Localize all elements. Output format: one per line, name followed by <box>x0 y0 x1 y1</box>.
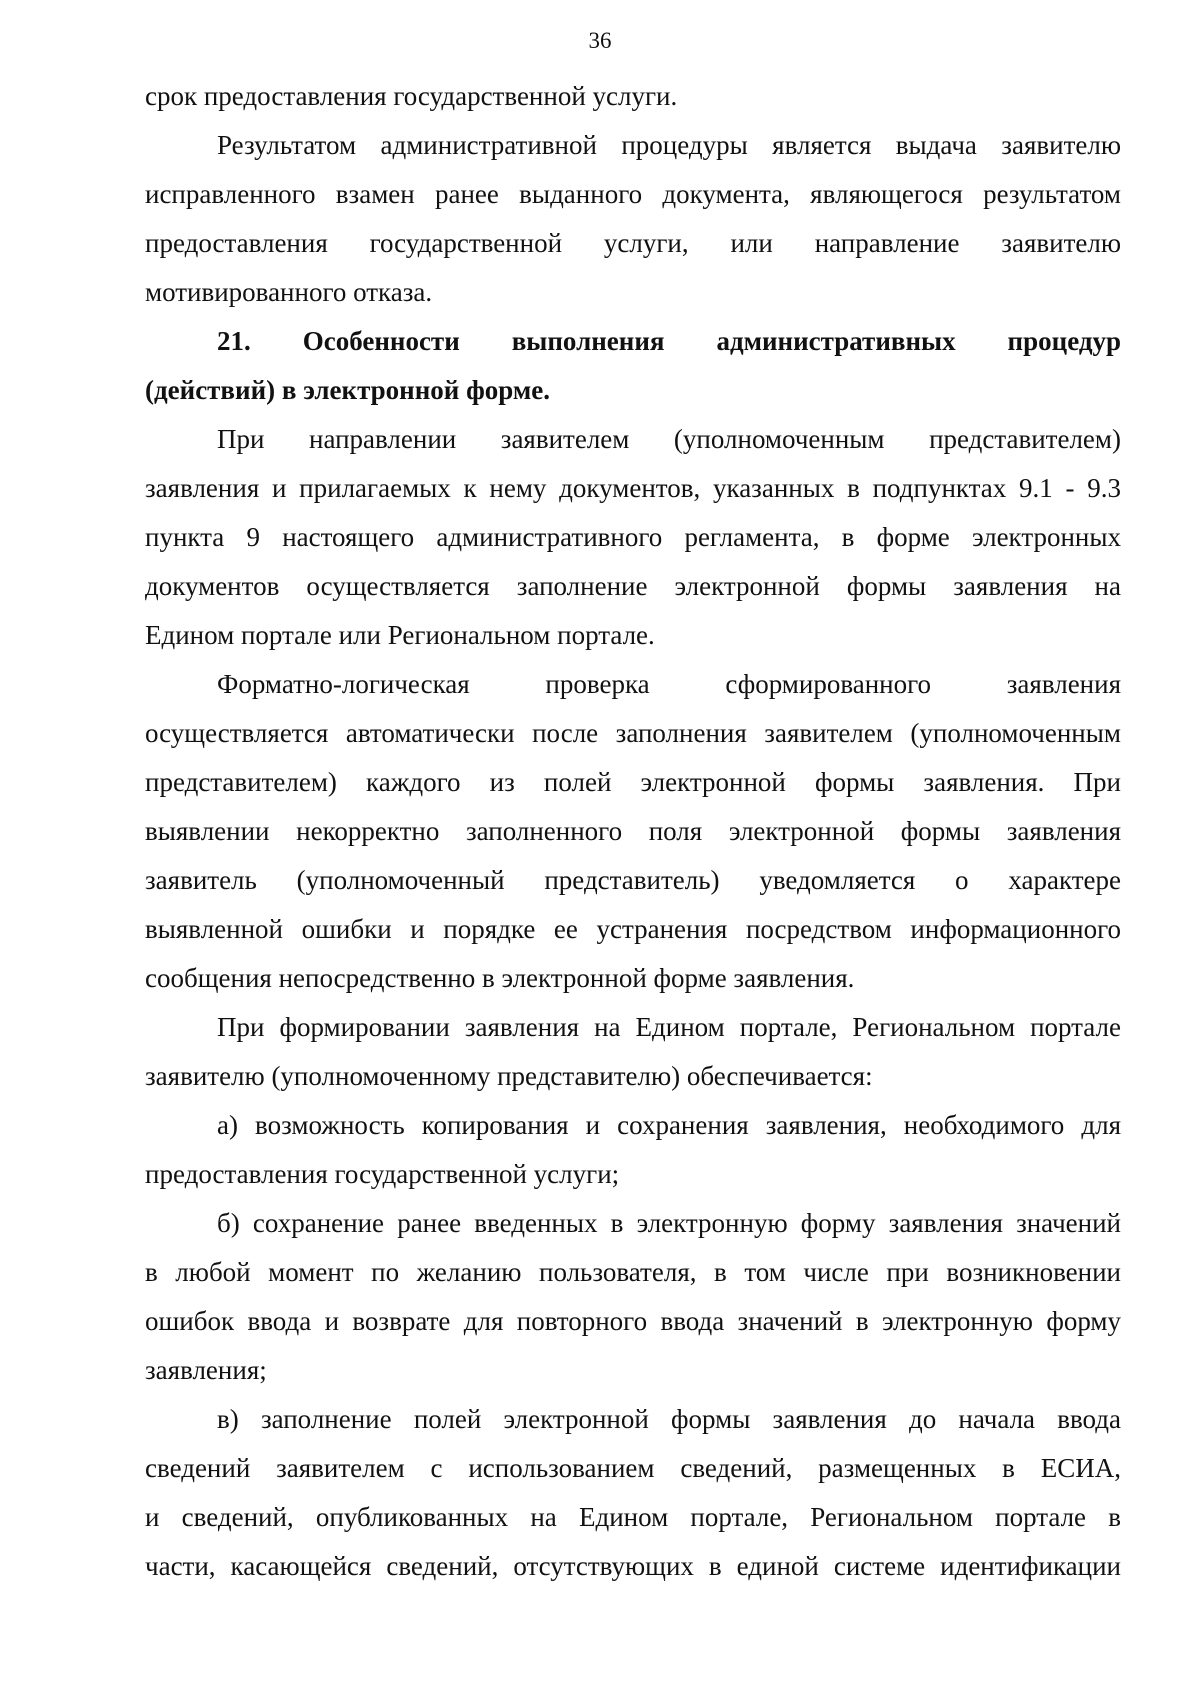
text-line: Форматно-логическая проверка сформированного заявления <box>217 669 1121 699</box>
text-line: мотивированного отказа. <box>145 277 433 307</box>
text-line: Результатом административной процедуры является выдача заявителю <box>217 130 1121 160</box>
text-line: предоставления государственной услуги, или направление заявителю <box>145 228 1121 258</box>
text-line: сообщения непосредственно в электронной форме заявления. <box>145 963 855 993</box>
text-line: заявителю (уполномоченному представителю) обеспечивается: <box>145 1061 873 1091</box>
text-line: Едином портале или Региональном портале. <box>145 620 655 650</box>
text-line: При направлении заявителем (уполномоченным представителем) <box>217 424 1121 454</box>
section-heading-line: (действий) в электронной форме. <box>145 375 551 405</box>
text-line: документов осуществляется заполнение электронной формы заявления на <box>145 571 1121 601</box>
text-line: выявленной ошибки и порядке ее устранения посредством информационного <box>145 914 1121 944</box>
text-line: заявитель (уполномоченный представитель) уведомляется о характере <box>145 865 1121 895</box>
text-line: заявления; <box>145 1355 267 1385</box>
text-line: а) возможность копирования и сохранения заявления, необходимого для <box>217 1110 1121 1140</box>
text-line: При формировании заявления на Едином портале, Региональном портале <box>217 1012 1121 1042</box>
text-line: выявлении некорректно заполненного поля электронной формы заявления <box>145 816 1121 846</box>
text-line: части, касающейся сведений, отсутствующих в единой системе идентификации <box>145 1551 1121 1581</box>
text-line: сведений заявителем с использованием сведений, размещенных в ЕСИА, <box>145 1453 1121 1483</box>
text-line: в любой момент по желанию пользователя, в том числе при возникновении <box>145 1257 1121 1287</box>
text-line: заявления и прилагаемых к нему документов, указанных в подпунктах 9.1 - 9.3 <box>145 473 1121 503</box>
document-body <box>145 72 1121 1591</box>
text-line: предоставления государственной услуги; <box>145 1159 620 1189</box>
text-line: в) заполнение полей электронной формы заявления до начала ввода <box>217 1404 1121 1434</box>
text-line: срок предоставления государственной услуги. <box>145 81 678 111</box>
text-line: б) сохранение ранее введенных в электронную форму заявления значений <box>217 1208 1121 1238</box>
text-line: пункта 9 настоящего административного регламента, в форме электронных <box>145 522 1121 552</box>
text-line: и сведений, опубликованных на Едином портале, Региональном портале в <box>145 1502 1121 1532</box>
text-line: представителем) каждого из полей электронной формы заявления. При <box>145 767 1121 797</box>
text-line: исправленного взамен ранее выданного документа, являющегося результатом <box>145 179 1121 209</box>
text-line: осуществляется автоматически после заполнения заявителем (уполномоченным <box>145 718 1121 748</box>
section-heading-line: 21. Особенности выполнения административных процедур <box>217 326 1121 356</box>
page-number: 36 <box>588 28 612 53</box>
text-line: ошибок ввода и возврате для повторного ввода значений в электронную форму <box>145 1306 1121 1336</box>
